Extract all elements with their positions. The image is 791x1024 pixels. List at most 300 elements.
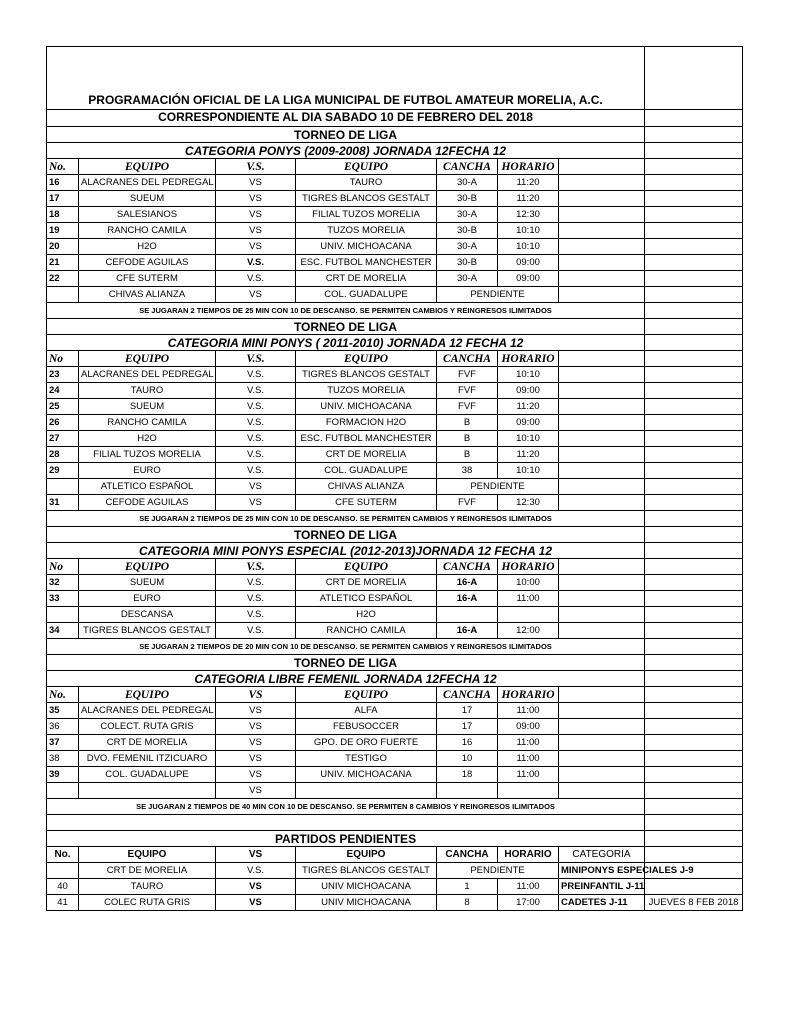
blank-cell [645,159,743,175]
column-header: No. [47,687,79,703]
home-team: ALACRANES DEL PEDREGAL [79,175,216,191]
away-team: CRT DE MORELIA [296,447,437,463]
home-team: CRT DE MORELIA [79,863,216,879]
blank-cell [559,783,645,799]
blank-cell [559,479,645,495]
versus: V.S. [216,463,296,479]
field: FVF [437,383,498,399]
pending-status: PENDIENTE [437,863,559,879]
field: B [437,431,498,447]
column-header: EQUIPO [296,351,437,367]
column-header: CANCHA [437,159,498,175]
column-header: VS [216,847,296,863]
away-team: ALFA [296,703,437,719]
blank-cell [47,815,645,831]
blank-cell [559,367,645,383]
away-team: CRT DE MORELIA [296,271,437,287]
kickoff-time: 11:00 [498,879,559,895]
column-header: CATEGORIA [559,847,645,863]
home-team: COLEC RUTA GRIS [79,895,216,911]
away-team: UNIV. MICHOACANA [296,399,437,415]
match-number: 41 [47,895,79,911]
blank-cell [645,110,743,127]
away-team: COL. GUADALUPE [296,463,437,479]
away-team: TAURO [296,175,437,191]
home-team: ALACRANES DEL PEDREGAL [79,703,216,719]
match-number: 40 [47,879,79,895]
blank-cell [559,591,645,607]
field: FVF [437,367,498,383]
field: 30-A [437,207,498,223]
kickoff-time: 10:10 [498,239,559,255]
column-header: HORARIO [498,847,559,863]
blank-cell [559,399,645,415]
blank-cell [559,239,645,255]
kickoff-time: 11:20 [498,175,559,191]
home-team: DESCANSA [79,607,216,623]
column-header: EQUIPO [296,159,437,175]
versus: VS [216,783,296,799]
blank-cell [559,255,645,271]
schedule-sheet [46,46,742,911]
blank-cell [645,447,743,463]
kickoff-time: 10:00 [498,575,559,591]
field: B [437,447,498,463]
away-team: UNIV MICHOACANA [296,879,437,895]
kickoff-time: 10:10 [498,223,559,239]
versus: V.S. [216,399,296,415]
field: 30-A [437,271,498,287]
blank-cell [645,703,743,719]
away-team: RANCHO CAMILA [296,623,437,639]
match-row [47,751,743,767]
kickoff-time: 11:20 [498,447,559,463]
tournament-row [47,319,743,335]
field: 30-B [437,223,498,239]
blank-cell [559,271,645,287]
home-team: H2O [79,239,216,255]
versus: VS [216,751,296,767]
column-header: VS [216,687,296,703]
tournament-row [47,527,743,543]
versus: VS [216,207,296,223]
tournament-row [47,655,743,671]
category-title: CATEGORIA PONYS (2009-2008) JORNADA 12FECHA 12 [47,143,645,159]
blank-cell [645,671,743,687]
blank-cell [645,319,743,335]
match-number [47,863,79,879]
blank-cell [645,639,743,655]
match-number: 29 [47,463,79,479]
field: 17 [437,719,498,735]
match-number: 35 [47,703,79,719]
versus: VS [216,767,296,783]
match-number: 16 [47,175,79,191]
home-team: ATLETICO ESPAÑOL [79,479,216,495]
match-row [47,607,743,623]
blank-cell [559,767,645,783]
kickoff-time: 09:00 [498,255,559,271]
field: 16-A [437,623,498,639]
tournament-title: TORNEO DE LIGA [47,127,645,143]
match-row [47,575,743,591]
match-row [47,367,743,383]
tournament-title: TORNEO DE LIGA [47,527,645,543]
pending-match-row [47,895,743,911]
tournament-row [47,127,743,143]
kickoff-time: 11:20 [498,191,559,207]
header-blank-row [47,47,743,110]
field: FVF [437,495,498,511]
column-header: No. [47,847,79,863]
match-row [47,287,743,303]
column-header: No. [47,159,79,175]
kickoff-time: 09:00 [498,271,559,287]
away-team: TUZOS MORELIA [296,223,437,239]
versus: V.S. [216,607,296,623]
match-row [47,623,743,639]
versus: VS [216,895,296,911]
blank-cell [559,495,645,511]
versus: V.S. [216,575,296,591]
match-row [47,383,743,399]
column-header-row [47,559,743,575]
versus: VS [216,719,296,735]
home-team: SUEUM [79,575,216,591]
match-row [47,255,743,271]
blank-cell [559,207,645,223]
column-header: EQUIPO [79,159,216,175]
match-row [47,175,743,191]
home-team: TAURO [79,383,216,399]
blank-cell [559,719,645,735]
column-header: CANCHA [437,847,498,863]
versus: VS [216,191,296,207]
column-header: CANCHA [437,559,498,575]
rules-note-row [47,303,743,319]
blank-cell [559,383,645,399]
home-team: CRT DE MORELIA [79,735,216,751]
kickoff-time: 12:30 [498,495,559,511]
field: 16-A [437,575,498,591]
blank-cell [645,815,743,831]
column-header: HORARIO [498,159,559,175]
match-row [47,783,743,799]
category-row [47,543,743,559]
away-team: FORMACION H2O [296,415,437,431]
field: 18 [437,767,498,783]
date-cell [47,110,645,127]
field: B [437,415,498,431]
away-team: CHIVAS ALIANZA [296,479,437,495]
kickoff-time: 09:00 [498,383,559,399]
blank-cell [559,415,645,431]
field: FVF [437,399,498,415]
category-title: CATEGORIA MINI PONYS ESPECIAL (2012-2013)JORNADA 12 FECHA 12 [47,543,645,559]
match-number: 26 [47,415,79,431]
match-row [47,591,743,607]
home-team: CHIVAS ALIANZA [79,287,216,303]
blank-cell [645,207,743,223]
away-team [296,783,437,799]
column-header: EQUIPO [79,847,216,863]
column-header: No [47,559,79,575]
versus: VS [216,239,296,255]
column-header: EQUIPO [296,559,437,575]
away-team: GPO. DE ORO FUERTE [296,735,437,751]
away-team: FILIAL TUZOS MORELIA [296,207,437,223]
column-header: CANCHA [437,351,498,367]
category-row [47,335,743,351]
blank-cell [559,463,645,479]
away-team: TIGRES BLANCOS GESTALT [296,863,437,879]
match-row [47,703,743,719]
away-team: CRT DE MORELIA [296,575,437,591]
home-team: CEFODE AGUILAS [79,495,216,511]
category-label: CADETES J-11 [559,895,645,911]
column-header-row [47,159,743,175]
match-number: 39 [47,767,79,783]
pending-status: PENDIENTE [437,479,559,495]
match-row [47,447,743,463]
tournament-title: TORNEO DE LIGA [47,655,645,671]
home-team: EURO [79,463,216,479]
versus: V.S. [216,271,296,287]
blank-cell [559,751,645,767]
field: 16 [437,735,498,751]
home-team: TIGRES BLANCOS GESTALT [79,623,216,639]
blank-cell [645,335,743,351]
blank-cell [645,239,743,255]
match-row [47,191,743,207]
kickoff-time: 11:00 [498,703,559,719]
schedule-table [46,46,743,911]
blank-cell [559,191,645,207]
blank-cell [645,591,743,607]
match-row [47,767,743,783]
kickoff-time: 09:00 [498,415,559,431]
category-label: MINIPONYS ESPECIALES J-9 [559,863,645,879]
field [437,783,498,799]
match-row [47,431,743,447]
column-header-row [47,351,743,367]
match-number: 36 [47,719,79,735]
match-number: 18 [47,207,79,223]
versus: VS [216,735,296,751]
pending-header-row [47,847,743,863]
match-number: 22 [47,271,79,287]
field: 38 [437,463,498,479]
field: 10 [437,751,498,767]
field: 30-A [437,239,498,255]
blank-cell [645,783,743,799]
pending-title-row [47,831,743,847]
blank-cell [645,735,743,751]
column-header: EQUIPO [296,687,437,703]
field: 17 [437,703,498,719]
kickoff-time: 17:00 [498,895,559,911]
away-team: CFE SUTERM [296,495,437,511]
home-team: ALACRANES DEL PEDREGAL [79,367,216,383]
versus: V.S. [216,415,296,431]
kickoff-time: 12:00 [498,623,559,639]
blank-cell [645,127,743,143]
category-row [47,143,743,159]
category-label: PREINFANTIL J-11 [559,879,645,895]
date-title: CORRESPONDIENTE AL DIA SABADO 10 DE FEBRERO DEL 2018 [158,110,533,124]
extra-note [645,879,743,895]
home-team: SUEUM [79,191,216,207]
kickoff-time: 09:00 [498,719,559,735]
blank-cell [559,559,645,575]
versus: V.S. [216,431,296,447]
kickoff-time [498,607,559,623]
blank-cell [559,575,645,591]
match-number: 33 [47,591,79,607]
blank-cell [645,847,743,863]
blank-cell [645,831,743,847]
kickoff-time: 11:00 [498,735,559,751]
home-team: SUEUM [79,399,216,415]
column-header: EQUIPO [79,559,216,575]
versus: VS [216,703,296,719]
match-number: 32 [47,575,79,591]
kickoff-time: 10:10 [498,367,559,383]
blank-cell [559,447,645,463]
kickoff-time: 12:30 [498,207,559,223]
column-header: HORARIO [498,687,559,703]
home-team: RANCHO CAMILA [79,415,216,431]
blank-cell [645,511,743,527]
away-team: UNIV. MICHOACANA [296,239,437,255]
blank-cell [645,719,743,735]
versus: V.S. [216,863,296,879]
away-team: ESC. FUTBOL MANCHESTER [296,431,437,447]
match-row [47,415,743,431]
home-team: CFE SUTERM [79,271,216,287]
home-team: COL. GUADALUPE [79,767,216,783]
match-row [47,223,743,239]
away-team: TIGRES BLANCOS GESTALT [296,191,437,207]
kickoff-time: 10:10 [498,463,559,479]
date-row [47,110,743,127]
versus: V.S. [216,383,296,399]
category-title: CATEGORIA MINI PONYS ( 2011-2010) JORNADA 12 FECHA 12 [47,335,645,351]
versus: V.S. [216,623,296,639]
match-number: 19 [47,223,79,239]
column-header: EQUIPO [296,847,437,863]
blank-cell [559,159,645,175]
blank-cell [645,431,743,447]
match-row [47,463,743,479]
blank-cell [559,623,645,639]
versus: VS [216,175,296,191]
blank-cell [645,607,743,623]
kickoff-time: 11:00 [498,767,559,783]
blank-cell [559,175,645,191]
match-number [47,607,79,623]
home-team: SALESIANOS [79,207,216,223]
versus: V.S. [216,591,296,607]
main-title: PROGRAMACIÓN OFICIAL DE LA LIGA MUNICIPAL DE FUTBOL AMATEUR MORELIA, A.C. [88,93,603,107]
blank-cell [645,415,743,431]
column-header: EQUIPO [79,687,216,703]
match-number: 28 [47,447,79,463]
match-number: 17 [47,191,79,207]
away-team: FEBUSOCCER [296,719,437,735]
blank-cell [559,703,645,719]
versus: VS [216,495,296,511]
match-number: 24 [47,383,79,399]
versus: V.S. [216,255,296,271]
column-header: CANCHA [437,687,498,703]
home-team: CEFODE AGUILAS [79,255,216,271]
blank-cell [645,351,743,367]
match-number [47,479,79,495]
away-team: COL. GUADALUPE [296,287,437,303]
tournament-title: TORNEO DE LIGA [47,319,645,335]
pending-match-row [47,879,743,895]
match-row [47,239,743,255]
blank-cell [645,223,743,239]
blank-cell [645,751,743,767]
versus: V.S. [216,367,296,383]
blank-cell [645,287,743,303]
match-number: 25 [47,399,79,415]
blank-cell [559,431,645,447]
column-header-row [47,687,743,703]
rules-note-row [47,511,743,527]
blank-cell [645,687,743,703]
match-row [47,399,743,415]
away-team: H2O [296,607,437,623]
match-number: 23 [47,367,79,383]
field: 30-B [437,191,498,207]
rules-note-row [47,639,743,655]
rules-note-row [47,799,743,815]
column-header: V.S. [216,351,296,367]
versus: VS [216,287,296,303]
blank-cell [645,527,743,543]
rules-note: SE JUGARAN 2 TIEMPOS DE 20 MIN CON 10 DE DESCANSO. SE PERMITEN CAMBIOS Y REINGRESOS ILIMITADOS [47,639,645,655]
home-team: H2O [79,431,216,447]
blank-cell [645,479,743,495]
match-row [47,271,743,287]
kickoff-time: 10:10 [498,431,559,447]
kickoff-time: 11:20 [498,399,559,415]
blank-cell [645,191,743,207]
rules-note: SE JUGARAN 2 TIEMPOS DE 40 MIN CON 10 DE DESCANSO. SE PERMITEN 8 CAMBIOS Y REINGRESOS ILIMITADOS [47,799,645,815]
versus: VS [216,879,296,895]
away-team: TESTIGO [296,751,437,767]
blank-cell [559,287,645,303]
blank-cell [645,175,743,191]
blank-cell [559,687,645,703]
column-header: V.S. [216,159,296,175]
home-team [79,783,216,799]
blank-cell [645,367,743,383]
column-header: V.S. [216,559,296,575]
match-row [47,479,743,495]
away-team: ATLETICO ESPAÑOL [296,591,437,607]
match-number [47,287,79,303]
away-team: TIGRES BLANCOS GESTALT [296,367,437,383]
field: 16-A [437,591,498,607]
rules-note: SE JUGARAN 2 TIEMPOS DE 25 MIN CON 10 DE DESCANSO. SE PERMITEN CAMBIOS Y REINGRESOS ILIMITADOS [47,511,645,527]
blank-cell [645,495,743,511]
home-team: DVO. FEMENIL ITZICUARO [79,751,216,767]
match-row [47,735,743,751]
